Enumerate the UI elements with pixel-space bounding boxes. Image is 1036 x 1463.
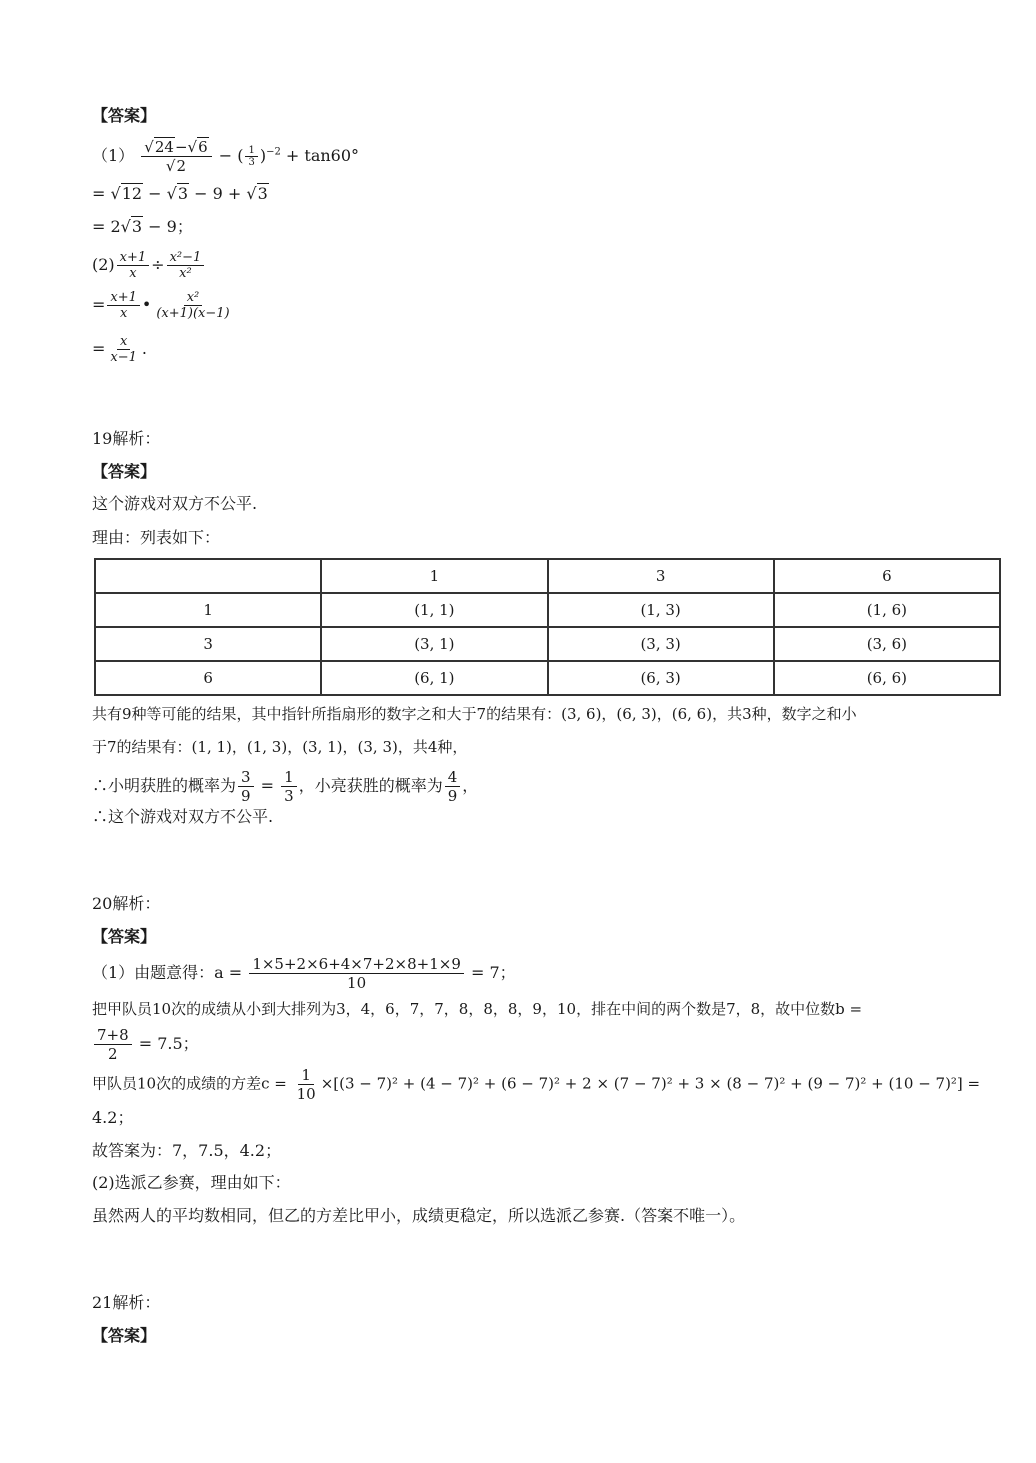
q19-text2: 于7的结果有：(1, 1)，(1, 3)，(3, 1)，(3, 3)，共4种， — [92, 738, 468, 756]
q19-text4: ∴这个游戏对双方不公平. — [92, 807, 274, 826]
table-cell: (1, 3) — [548, 593, 774, 627]
q20-heading: 20解析： — [92, 894, 161, 913]
q18-part1-small-fraction: $\frac{1}{3}$ — [245, 145, 257, 168]
table-cell: (6, 1) — [321, 661, 547, 695]
q18-part1-line: （1） $\frac{√24-√6}{√2}$ − ( $\frac{1}{3}$ )$^{-2}$ + tan60° — [92, 138, 360, 175]
q19-reason: 理由：列表如下： — [92, 528, 221, 547]
q21-answer-label: 【答案】 — [92, 1326, 157, 1345]
dot-operator: • — [141, 295, 152, 314]
q18-radicand-b: 6 — [198, 138, 208, 156]
q18-radicand-den: 2 — [176, 157, 186, 175]
table-cell: (3, 3) — [548, 627, 774, 661]
table-cell: 1 — [95, 593, 321, 627]
q20-p8: 虽然两人的平均数相同，但乙的方差比甲小，成绩更稳定，所以选派乙参赛.（答案不唯一）。 — [92, 1206, 746, 1225]
table-cell: 6 — [774, 559, 1000, 593]
q18-part2-line: (2) $\frac{x+1}{x}$ ÷ $\frac{\text{x²−1}}{\text{x²}}$ — [92, 250, 206, 281]
table-row — [95, 627, 1000, 661]
table-cell — [95, 559, 321, 593]
table-cell: (1, 1) — [321, 593, 547, 627]
q20-p6: 故答案为：7，7.5，4.2； — [92, 1141, 282, 1160]
table-row — [95, 661, 1000, 695]
q19-text1: 共有9种等可能的结果，其中指针所指扇形的数字之和大于7的结果有：(3, 6)，(6, 3)，(6, 6)，共3种，数字之和小 — [92, 705, 857, 723]
table-cell: 3 — [95, 627, 321, 661]
q18-part1-exp: −2 — [266, 146, 281, 158]
q18-minus: − — [174, 138, 188, 156]
q18-step2: = 2√3 − 9； — [92, 217, 193, 236]
q19-outcome-table — [94, 558, 1001, 696]
q20-p4: 甲队员10次的成绩的方差c = $\frac{1}{10}$ ×[(3 − 7)² + (4 − 7)² + (6 − 7)² + 2 × (7 − 7)² + 3 × (8 − 7)² + (9 − 7)² + (10 − 7)²] = — [92, 1066, 981, 1103]
q18-part1-tail-minus: − ( — [218, 146, 244, 165]
q20-answer-label: 【答案】 — [92, 927, 157, 946]
table-cell: (1, 6) — [774, 593, 1000, 627]
q18-part1-fraction: $\frac{√24-√6}{√2}$ — [141, 138, 211, 175]
q20-p1: （1）由题意得：a = $\frac{1\times 5+2\times 6+4\times 7+2\times 8+1\times 9}{10}$ = 7； — [92, 955, 516, 992]
q18-part2-step2: = $\frac{x}{x-1}$ . — [92, 334, 147, 365]
table-header-row — [95, 559, 1000, 593]
table-cell: (3, 1) — [321, 627, 547, 661]
q20-p7: (2)选派乙参赛，理由如下： — [92, 1173, 291, 1192]
q19-text3: ∴小明获胜的概率为 $\frac{3}{9}$ = $\frac{1}{3}$ ，小亮获胜的概率为 $\frac{4}{9}$ ， — [92, 768, 479, 805]
q20-p3: $\frac{7+8}{2}$ = 7.5； — [92, 1026, 199, 1063]
q20-p2: 把甲队员10次的成绩从小到大排列为3，4，6，7，7，8，8，8，9，10，排在中间的两个数是7，8，故中位数b = — [92, 1000, 863, 1018]
q18-radicand-a: 24 — [154, 138, 174, 156]
q18-part1-tan: + tan60° — [280, 146, 360, 165]
q18-step1: = √12 − √3 − 9 + √3 — [92, 184, 268, 203]
q20-p5: 4.2； — [92, 1108, 134, 1127]
table-cell: (6, 3) — [548, 661, 774, 695]
table-cell: 1 — [321, 559, 547, 593]
q18-part1-prefix: （1） — [92, 146, 135, 165]
q19-answer-label: 【答案】 — [92, 462, 157, 481]
table-row — [95, 593, 1000, 627]
table-cell: 6 — [95, 661, 321, 695]
q21-heading: 21解析： — [92, 1293, 161, 1312]
q19-conclusion: 这个游戏对双方不公平. — [92, 494, 258, 513]
q18-part2-step1: = $\frac{x+1}{x}$ • $\frac{\text{x²}}{(x+1)(x-1)}$ — [92, 290, 230, 321]
table-cell: 3 — [548, 559, 774, 593]
table-cell: (6, 6) — [774, 661, 1000, 695]
table-cell: (3, 6) — [774, 627, 1000, 661]
q19-heading: 19解析： — [92, 429, 161, 448]
q18-answer-label: 【答案】 — [92, 106, 157, 125]
